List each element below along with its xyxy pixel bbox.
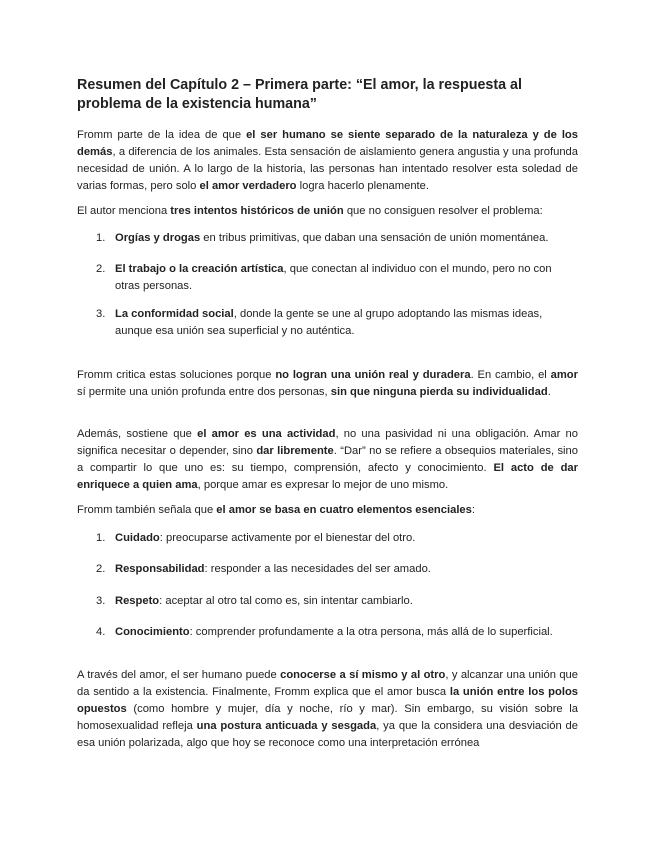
list-item-text bbox=[115, 593, 578, 610]
bold-text: dar libremente bbox=[256, 445, 334, 457]
list-number: 3. bbox=[96, 308, 106, 320]
bold-text: el amor es una actividad bbox=[197, 428, 336, 440]
bold-text: no logran una unión real y duradera bbox=[275, 369, 471, 381]
bold-text: el ser humano se siente separado de la naturaleza y de los demás bbox=[77, 129, 578, 158]
paragraph-actividad bbox=[77, 426, 578, 494]
text-run: Fromm parte de la idea de que bbox=[77, 129, 247, 141]
bold-text: el amor verdadero bbox=[199, 180, 297, 192]
list-item bbox=[96, 306, 578, 340]
list-item bbox=[96, 593, 578, 610]
list-item bbox=[96, 624, 578, 641]
bold-text: sin que ninguna pierda su individualidad bbox=[330, 386, 548, 398]
bold-text: el amor se basa en cuatro elementos esenciales bbox=[216, 504, 472, 516]
list-number: 2. bbox=[96, 563, 106, 575]
list-item-text bbox=[115, 261, 578, 295]
list-item-text bbox=[115, 230, 578, 247]
bold-text: Respeto bbox=[115, 595, 160, 607]
text-run: Además, sostiene que bbox=[77, 428, 198, 440]
text-run: en tribus primitivas, que daban una sensación de unión momentánea. bbox=[200, 232, 549, 244]
text-run: , donde la gente se une al grupo adoptando las mismas ideas, aunque esa unión sea superficial y no auténtica. bbox=[115, 308, 543, 337]
text-run: . En cambio, el bbox=[470, 369, 551, 381]
text-run: , y alcanzar una unión que da sentido a la existencia. Finalmente, Fromm explica que el amor busca bbox=[77, 669, 578, 698]
bold-text: tres intentos históricos de unión bbox=[170, 205, 344, 217]
text-run: , a diferencia de los animales. Esta sensación de aislamiento genera angustia y una profunda necesidad de unión. A lo largo de la historia, las personas han intentado resolver esta soledad de varias formas, pero solo bbox=[77, 146, 578, 192]
text-run: El autor menciona bbox=[77, 205, 171, 217]
list-number: 2. bbox=[96, 263, 106, 275]
paragraph-intro bbox=[77, 127, 578, 195]
list-item bbox=[96, 530, 578, 547]
list-item-text bbox=[115, 624, 578, 641]
text-run: , ya que la considera una desviación de esa unión polarizada, algo que hoy se reconoce como una interpretación errónea bbox=[77, 720, 578, 749]
text-run: : responder a las necesidades del ser amado. bbox=[204, 563, 431, 575]
bold-text: Conocimiento bbox=[115, 626, 190, 638]
text-run: Fromm critica estas soluciones porque bbox=[77, 369, 276, 381]
text-run: (como hombre y mujer, día y noche, río y mar). Sin embargo, su visión sobre la homosexualidad refleja bbox=[77, 703, 578, 732]
bold-text: Orgías y drogas bbox=[115, 232, 201, 244]
text-run: : bbox=[471, 504, 475, 516]
list-item-text bbox=[115, 561, 578, 578]
bold-text: la unión entre los polos opuestos bbox=[77, 686, 579, 715]
bold-text: amor bbox=[550, 369, 578, 381]
bold-text: Cuidado bbox=[115, 532, 160, 544]
bold-text: una postura anticuada y sesgada bbox=[196, 720, 377, 732]
page-title: Resumen del Capítulo 2 – Primera parte: “El amor, la respuesta al problema de la existencia humana” bbox=[77, 77, 522, 112]
list-item bbox=[96, 261, 578, 295]
list-item bbox=[96, 230, 578, 247]
text-run: , porque amar es expresar lo mejor de uno mismo. bbox=[197, 479, 449, 491]
paragraph-conclusion bbox=[77, 667, 578, 752]
text-run: . “Dar” no se refiere a obsequios materiales, sino a compartir lo que uno es: su tiempo, comprensión, afecto y conocimiento. bbox=[77, 445, 578, 474]
paragraph-critica bbox=[77, 367, 578, 401]
text-run: : aceptar al otro tal como es, sin intentar cambiarlo. bbox=[159, 595, 413, 607]
text-run: : preocuparse activamente por el bienestar del otro. bbox=[159, 532, 416, 544]
text-run: , no una pasividad ni una obligación. Amar no significa necesitar o depender, sino bbox=[77, 428, 578, 457]
paragraph-intentos bbox=[77, 203, 578, 220]
list-number: 4. bbox=[96, 626, 106, 638]
list-number: 1. bbox=[96, 532, 106, 544]
list-number: 1. bbox=[96, 232, 106, 244]
text-run: logra hacerlo plenamente. bbox=[296, 180, 429, 192]
bold-text: La conformidad social bbox=[115, 308, 234, 320]
list-item bbox=[96, 561, 578, 578]
text-run: A través del amor, el ser humano puede bbox=[77, 669, 281, 681]
bold-text: El acto de dar enriquece a quien ama bbox=[77, 462, 578, 491]
bold-text: Responsabilidad bbox=[115, 563, 205, 575]
text-run: : comprender profundamente a la otra persona, más allá de lo superficial. bbox=[189, 626, 553, 638]
text-run: que no consiguen resolver el problema: bbox=[343, 205, 543, 217]
list-item-text bbox=[115, 306, 578, 340]
text-run: sí permite una unión profunda entre dos personas, bbox=[77, 386, 331, 398]
text-run: , que conectan al individuo con el mundo, pero no con otras personas. bbox=[115, 263, 552, 292]
text-run: Fromm también señala que bbox=[77, 504, 217, 516]
text-run: . bbox=[547, 386, 551, 398]
list-item-text bbox=[115, 530, 578, 547]
paragraph-elementos bbox=[77, 502, 578, 519]
bold-text: El trabajo o la creación artística bbox=[115, 263, 284, 275]
list-number: 3. bbox=[96, 595, 106, 607]
bold-text: conocerse a sí mismo y al otro bbox=[280, 669, 446, 681]
